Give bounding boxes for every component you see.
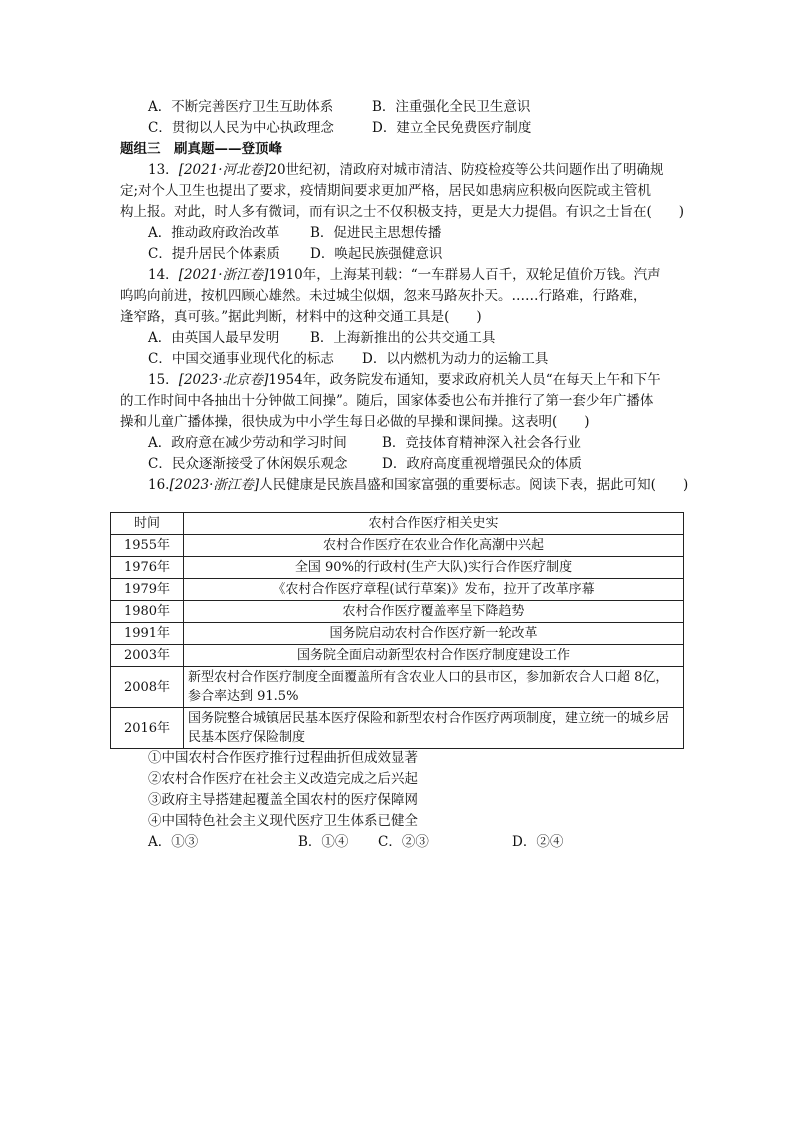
q16-line1 xyxy=(148,475,688,495)
table-header-event: 农村合作医疗相关史实 xyxy=(184,513,684,535)
q14-number: 14． xyxy=(148,267,179,283)
prev-option-a: A．不断完善医疗卫生互助体系 xyxy=(148,99,334,115)
q13-option-b: B．促进民主思想传播 xyxy=(310,225,442,241)
table-cell-event: 《农村合作医疗章程(试行草案)》发布，拉开了改革序幕 xyxy=(184,579,684,601)
q13-option-d: D．唤起民族强健意识 xyxy=(310,246,443,262)
q15-line3: 操和儿童广播体操，很快成为中小学生每日必做的早操和课间操。这表明( ) xyxy=(120,414,590,430)
table-header-row xyxy=(111,513,684,535)
q13-source: [2021·河北卷] xyxy=(178,162,269,178)
q15-option-d: D．政府高度重视增强民众的体质 xyxy=(382,456,582,472)
table-cell-year: 1979年 xyxy=(111,579,184,601)
table-row xyxy=(111,667,684,708)
q16-statement-3: ③政府主导搭建起覆盖全国农村的医疗保障网 xyxy=(148,792,418,808)
q14-line1 xyxy=(148,265,661,285)
table-row xyxy=(111,557,684,579)
prev-option-d: D．建立全民免费医疗制度 xyxy=(372,120,532,136)
table-cell-year: 1955年 xyxy=(111,535,184,557)
q15-number: 15． xyxy=(148,372,179,388)
table-cell-event: 新型农村合作医疗制度全面覆盖所有含农业人口的县市区，参加新农合人口超 8亿，参合率达到 91.5% xyxy=(184,667,684,708)
q13-option-a: A．推动政府政治改革 xyxy=(148,225,280,241)
q14-option-a: A．由英国人最早发明 xyxy=(148,330,280,346)
prev-option-b: B．注重强化全民卫生意识 xyxy=(372,99,531,115)
q13-line2: 定;对个人卫生也提出了要求，疫情期间要求更加严格，居民如患病应积极向医院或主管机 xyxy=(120,183,652,199)
q16-source: [2023·浙江卷] xyxy=(169,477,260,493)
q16-statement-1: ①中国农村合作医疗推行过程曲折但成效显著 xyxy=(148,750,418,766)
q15-text1: 1954年，政务院发布通知，要求政府机关人员“在每天上午和下午 xyxy=(268,372,661,388)
q14-option-c: C．中国交通事业现代化的标志 xyxy=(148,351,334,367)
table-cell-event: 国务院整合城镇居民基本医疗保险和新型农村合作医疗两项制度，建立统一的城乡居民基本医疗保险制度 xyxy=(184,708,684,749)
table-cell-event: 农村合作医疗覆盖率呈下降趋势 xyxy=(184,601,684,623)
table-row xyxy=(111,535,684,557)
table-cell-year: 2003年 xyxy=(111,645,184,667)
table-cell-year: 1991年 xyxy=(111,623,184,645)
q13-text1: 20世纪初，清政府对城市清洁、防疫检疫等公共问题作出了明确规 xyxy=(268,162,664,178)
table-cell-year: 2008年 xyxy=(111,667,184,708)
q15-source: [2023·北京卷] xyxy=(178,372,269,388)
q15-option-a: A．政府意在减少劳动和学习时间 xyxy=(148,435,347,451)
q15-line1 xyxy=(148,370,661,390)
q14-source: [2021·浙江卷] xyxy=(178,267,269,283)
q16-statement-4: ④中国特色社会主义现代医疗卫生体系已健全 xyxy=(148,813,418,829)
section-title: 题组三 刷真题——登顶峰 xyxy=(120,141,282,157)
table-cell-event: 国务院全面启动新型农村合作医疗制度建设工作 xyxy=(184,645,684,667)
q13-number: 13． xyxy=(148,162,179,178)
q13-option-c: C．提升居民个体素质 xyxy=(148,246,280,262)
q14-line2: 呜呜向前进，按机四顾心雄然。未过城尘似烟，忽来马路灰扑天。……行路难，行路难， xyxy=(120,288,647,304)
q16-option-a: A．①③ xyxy=(148,834,199,850)
table-row xyxy=(111,579,684,601)
table-row xyxy=(111,623,684,645)
q15-option-b: B．竞技体育精神深入社会各行业 xyxy=(382,435,581,451)
q16-option-b: B．①④ xyxy=(298,834,349,850)
q15-option-c: C．民众逐渐接受了休闲娱乐观念 xyxy=(148,456,348,472)
table-row xyxy=(111,645,684,667)
q16-option-d: D．②④ xyxy=(512,834,564,850)
q14-option-b: B．上海新推出的公共交通工具 xyxy=(310,330,496,346)
q14-option-d: D．以内燃机为动力的运输工具 xyxy=(362,351,549,367)
table-cell-event: 农村合作医疗在农业合作化高潮中兴起 xyxy=(184,535,684,557)
table-row xyxy=(111,708,684,749)
q16-text1: 人民健康是民族昌盛和国家富强的重要标志。阅读下表，据此可知( ) xyxy=(259,477,689,493)
history-table xyxy=(110,512,684,749)
q14-line3: 逢窄路，真可骇。”据此判断，材料中的这种交通工具是( ) xyxy=(120,309,482,325)
table-cell-event: 全国 90%的行政村(生产大队)实行合作医疗制度 xyxy=(184,557,684,579)
q16-number: 16. xyxy=(148,477,170,493)
table-cell-year: 2016年 xyxy=(111,708,184,749)
table-cell-event: 国务院启动农村合作医疗新一轮改革 xyxy=(184,623,684,645)
prev-option-c: C．贯彻以人民为中心执政理念 xyxy=(148,120,334,136)
q16-statement-2: ②农村合作医疗在社会主义改造完成之后兴起 xyxy=(148,771,418,787)
table-cell-year: 1980年 xyxy=(111,601,184,623)
q13-line1 xyxy=(148,160,664,180)
table-header-year: 时间 xyxy=(111,513,184,535)
q13-line3: 构上报。对此，时人多有微词，而有识之士不仅积极支持，更是大力提倡。有识之士旨在( ) xyxy=(120,204,685,220)
table-row xyxy=(111,601,684,623)
q15-line2: 的工作时间中各抽出十分钟做工间操”。随后，国家体委也公布并推行了第一套少年广播体 xyxy=(120,393,654,409)
q14-text1: 1910年，上海某刊载：“一车群易人百千，双轮足值价万钱。汽声 xyxy=(268,267,661,283)
table-cell-year: 1976年 xyxy=(111,557,184,579)
q16-option-c: C．②③ xyxy=(378,834,429,850)
